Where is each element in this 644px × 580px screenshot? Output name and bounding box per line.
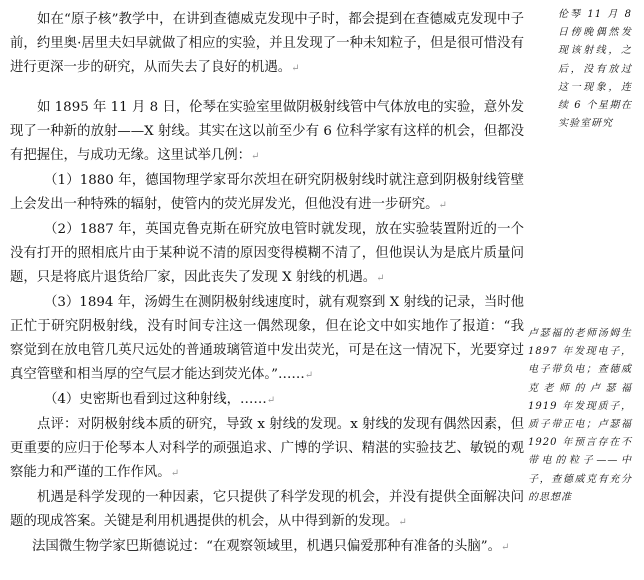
paragraph-text: 点评：对阴极射线本质的研究，导致 x 射线的发现。x 射线的发现有偶然因素，但更重要的应归于伦琴本人对科学的顽强追求、广博的学识、精湛的实验技艺、敏锐的观察能力和严谨的工作作风。 (10, 417, 524, 480)
paragraph-text: （2）1887 年，英国克鲁克斯在研究放电管时就发现，放在实验装置附近的一个没有打开的照相底片由于某种说不清的原因变得模糊不清了，但他误认为是底片质量问题，只是将底片退货给厂家，因此丧失了发现 X 射线的机遇。 (10, 222, 524, 285)
paragraph-mark-icon: ↵ (304, 370, 314, 381)
margin-note-roentgen: 伦琴 11 月 8 日傍晚偶然发现该射线，之后，没有放过这一现象，连续 6 个星期在实验室研究 (558, 9, 632, 130)
paragraph-example-2 (10, 218, 524, 291)
paragraph-example-4 (10, 388, 524, 413)
paragraph-mark-icon: ↵ (438, 200, 447, 211)
paragraph-example-3 (10, 291, 524, 388)
margin-note-rutherford: 卢瑟福的老师汤姆生 1897 年发现电子，电子带负电；查德威克老师的卢瑟福 1919 年发现质子，质子带正电；卢瑟福 1920 年预言存在不带电的粒子——中子，查德威克有充分的思想准 (528, 328, 632, 503)
main-text-column (10, 8, 524, 560)
paragraph-mark-icon: ↵ (266, 395, 276, 406)
paragraph-mark-icon: ↵ (398, 517, 407, 528)
paragraph-opportunity (10, 486, 524, 535)
paragraph-mark-icon: ↵ (376, 273, 385, 284)
paragraph-joliot-curie (10, 8, 524, 81)
paragraph-example-1 (10, 169, 524, 218)
paragraph-text: （3）1894 年，汤姆生在测阴极射线速度时，就有观察到 X 射线的记录，当时他正忙于研究阴极射线，没有时间专注这一偶然现象，但在论文中如实地作了报道：“我察觉到在放电管几英尺远处的普通玻璃管道中发出荧光，可是在这一情况下，光要穿过真空管壁和相当厚的空气层才能达到荧光体。”…… (10, 295, 525, 382)
paragraph-roentgen (10, 96, 524, 169)
paragraph-comment (10, 413, 524, 486)
paragraph-text: 如 1895 年 11 月 8 日，伦琴在实验室里做阴极射线管中气体放电的实验，意外发现了一种新的放射——X 射线。其实在这以前至少有 6 位科学家有这样的机会，但都没有把握住，与成功无缘。这里试举几例： (10, 100, 524, 163)
paragraph-text: 法国微生物学家巴斯德说过：“在观察领域里，机遇只偏爱那种有准备的头脑”。 (32, 539, 501, 554)
paragraph-text: 如在“原子核”教学中，在讲到查德威克发现中子时，都会提到在查德威克发现中子前，约里奥·居里夫妇早就做了相应的实验，并且发现了一种未知粒子，但是很可惜没有进行更深一步的研究，从而失去了良好的机遇。 (10, 12, 524, 75)
paragraph-mark-icon: ↵ (291, 63, 300, 74)
paragraph-mark-icon: ↵ (251, 151, 260, 162)
paragraph-mark-icon: ↵ (500, 542, 510, 553)
paragraph-text: （1）1880 年，德国物理学家哥尔茨坦在研究阴极射线时就注意到阴极射线管壁上会发出一种特殊的辐射，使管内的荧光屏发光，但他没有进一步研究。 (10, 173, 524, 212)
paragraph-pasteur-quote (10, 535, 524, 560)
paragraph-text: （4）史密斯也看到过这种射线，…… (44, 392, 267, 407)
paragraph-mark-icon: ↵ (170, 468, 180, 479)
paragraph-text: 机遇是科学发现的一种因素，它只提供了科学发现的机会，并没有提供全面解决问题的现成答案。关键是利用机遇提供的机会，从中得到新的发现。 (10, 490, 524, 529)
